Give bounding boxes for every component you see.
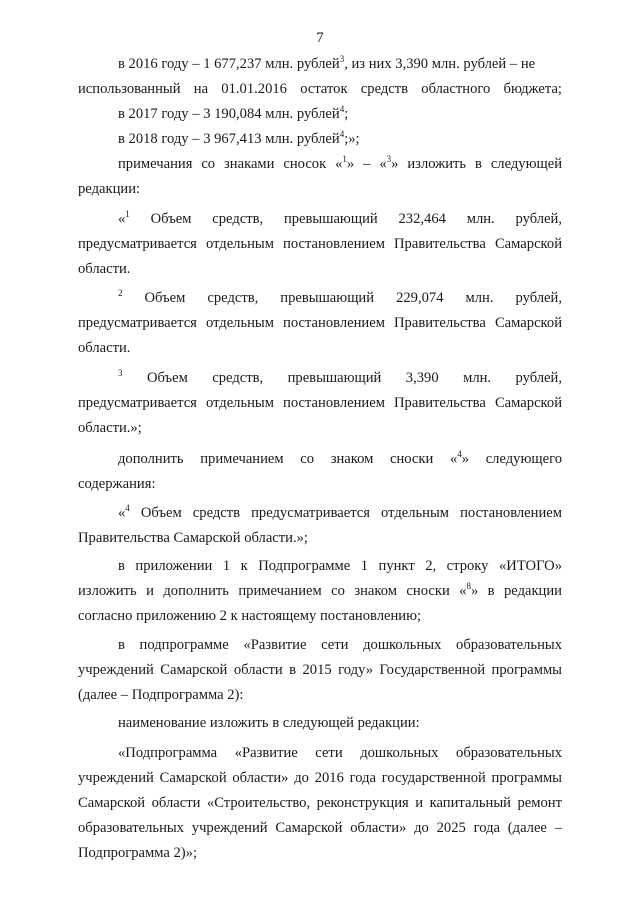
text-run: Объем средств предусматривается отдельным постановлением [129, 505, 562, 521]
text-run: » изложить в следующей [391, 156, 563, 172]
text-line: в подпрограмме «Развитие сети дошкольных образовательных [118, 637, 562, 653]
footnote-mark: 8 [466, 581, 471, 591]
text-line: использованный на 01.01.2016 остаток средств областного бюджета; [78, 81, 562, 97]
text-run: в 2018 году – 3 967,413 млн. рублей [118, 131, 340, 147]
text-line: согласно приложению 2 к настоящему постановлению; [78, 608, 422, 624]
footnote-mark: 3 [339, 54, 345, 64]
footnote-mark: 4 [339, 104, 345, 114]
text-line: образовательных учреждений Самарской области» до 2025 года (далее – [78, 820, 562, 836]
text-run: » следующего [461, 451, 563, 467]
text-line [118, 505, 562, 522]
footnote-mark: 4 [339, 129, 345, 139]
text-line: учреждений Самарской области» до 2016 года государственной программы [78, 770, 562, 786]
text-run: Объем средств, превышающий 232,464 млн. рублей, [129, 211, 562, 227]
text-run: примечания со знаками сносок « [118, 156, 343, 172]
footnote-mark: 4 [125, 503, 130, 513]
text-line: области.»; [78, 420, 142, 436]
text-run: « [118, 211, 126, 227]
text-line: «Подпрограмма «Развитие сети дошкольных образовательных [118, 745, 562, 761]
text-line: предусматривается отдельным постановлением Правительства Самарской [78, 236, 562, 252]
text-line [118, 211, 562, 228]
text-line: области. [78, 261, 131, 277]
text-run: в 2017 году – 3 190,084 млн. рублей [118, 106, 340, 122]
text-run: , из них 3,390 млн. рублей – не [344, 56, 536, 72]
text-run: ;»; [344, 131, 360, 147]
text-run: Объем средств, превышающий 3,390 млн. рублей, [122, 370, 562, 386]
footnote-mark: 4 [457, 449, 462, 459]
text-run: изложить и дополнить примечанием со знаком сноски « [78, 583, 467, 599]
text-line: предусматривается отдельным постановлением Правительства Самарской [78, 315, 562, 331]
text-line [118, 370, 562, 387]
page-number: 7 [316, 30, 324, 46]
text-line: в приложении 1 к Подпрограмме 1 пункт 2, строку «ИТОГО» [118, 558, 562, 574]
text-line: учреждений Самарской области в 2015 году» Государственной программы [78, 662, 562, 678]
footnote-mark: 1 [342, 154, 347, 164]
text-line [118, 56, 562, 73]
footnote-mark: 3 [118, 368, 123, 378]
text-line: содержания: [78, 476, 156, 492]
text-line [118, 131, 562, 148]
text-run: » – « [346, 156, 387, 172]
text-line: (далее – Подпрограмма 2): [78, 687, 244, 703]
text-run: « [118, 505, 126, 521]
text-line: наименование изложить в следующей редакции: [118, 715, 420, 731]
footnote-mark: 1 [125, 209, 130, 219]
text-line: редакции: [78, 181, 141, 197]
text-line [118, 156, 562, 173]
text-line: Правительства Самарской области.»; [78, 530, 308, 546]
text-line: в 2017 году – 3 190,084 млн. рублей$^4$; [118, 104, 349, 122]
text-line: предусматривается отдельным постановлением Правительства Самарской [78, 395, 562, 411]
text-line [118, 451, 562, 468]
text-run: » в редакции [470, 583, 562, 599]
text-run: дополнить примечанием со знаком сноски « [118, 451, 458, 467]
footnote-mark: 2 [118, 288, 123, 298]
text-run: в 2016 году – 1 677,237 млн. рублей [118, 56, 340, 72]
text-line [78, 583, 562, 600]
text-line: области. [78, 340, 131, 356]
text-line: Подпрограмма 2)»; [78, 845, 198, 861]
text-line: Самарской области «Строительство, реконструкция и капитальный ремонт [78, 795, 562, 811]
text-line [118, 290, 562, 307]
footnote-mark: 3 [386, 154, 392, 164]
text-run: Объем средств, превышающий 229,074 млн. рублей, [122, 290, 562, 306]
